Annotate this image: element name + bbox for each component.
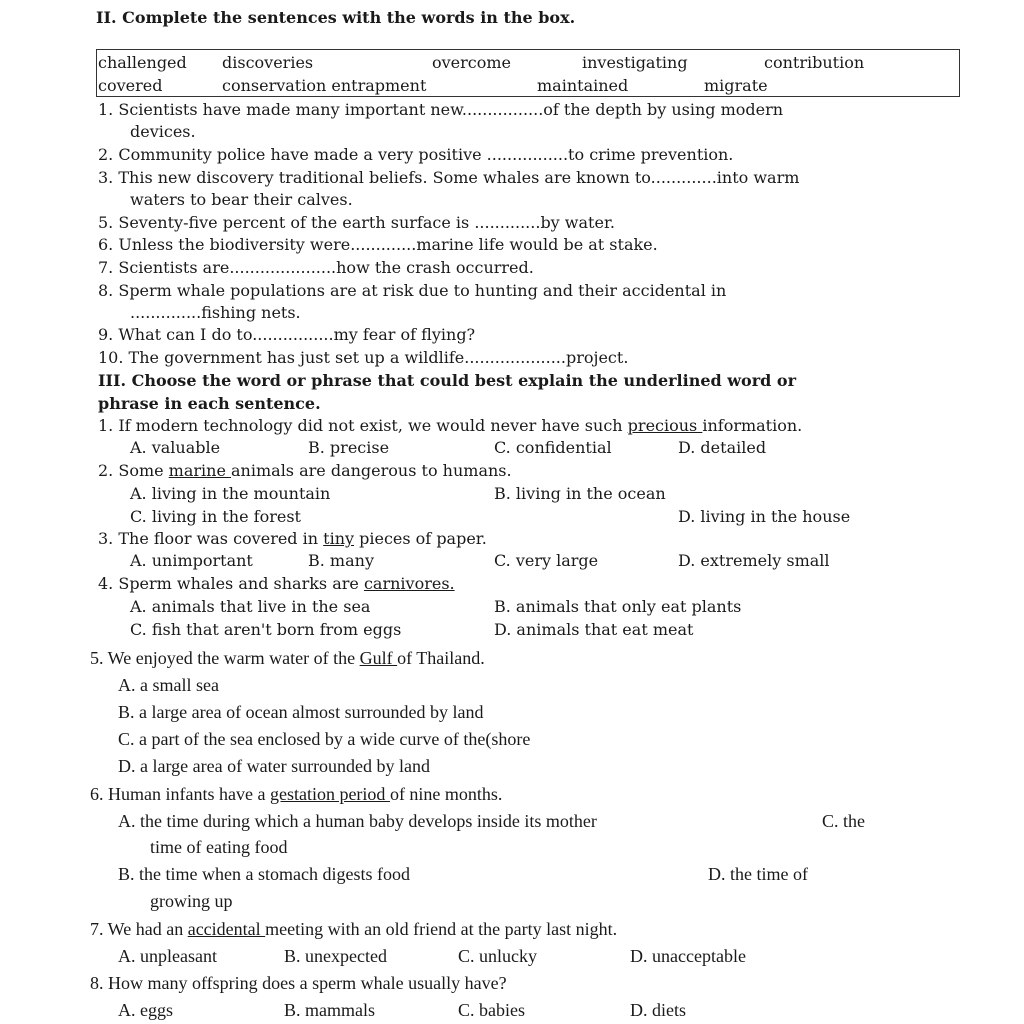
fill-item-9: 9. What can I do to................my fear of flying?: [98, 325, 476, 344]
q2-option-d: D. living in the house: [678, 507, 851, 526]
q8-option-c: C. babies: [458, 1000, 525, 1020]
q1-option-a: A. valuable: [130, 438, 221, 457]
fill-item-8-cont: ..............fishing nets.: [130, 303, 301, 322]
fill-item-1-cont: devices.: [130, 122, 196, 141]
q1-option-b: B. precise: [308, 438, 390, 457]
fill-item-1: 1. Scientists have made many important new................of the depth by using modern: [98, 100, 784, 119]
question-5: 5. We enjoyed the warm water of the Gulf of Thailand.: [90, 648, 485, 668]
fill-item-3-cont: waters to bear their calves.: [130, 190, 353, 209]
fill-item-8: 8. Sperm whale populations are at risk due to hunting and their accidental in: [98, 281, 727, 300]
fill-item-3: 3. This new discovery traditional beliefs. Some whales are known to.............into warm: [98, 168, 800, 187]
q3-option-a: A. unimportant: [130, 551, 253, 570]
q5-option-b: B. a large area of ocean almost surrounded by land: [118, 702, 484, 722]
q6-option-d-cont: growing up: [150, 891, 233, 911]
q5-option-a: A. a small sea: [118, 675, 219, 695]
word-covered: covered: [98, 76, 163, 95]
word-conservation-entrapment: conservation entrapment: [222, 76, 427, 95]
word-migrate: migrate: [704, 76, 768, 95]
word-contribution: contribution: [764, 53, 865, 72]
q4-option-c: C. fish that aren't born from eggs: [130, 620, 402, 639]
q6-option-b: B. the time when a stomach digests food: [118, 864, 410, 884]
q8-option-b: B. mammals: [284, 1000, 375, 1020]
word-overcome: overcome: [432, 53, 512, 72]
q4-option-d: D. animals that eat meat: [494, 620, 694, 639]
q4-option-a: A. animals that live in the sea: [130, 597, 371, 616]
fill-item-5: 5. Seventy-five percent of the earth surface is .............by water.: [98, 213, 615, 232]
fill-item-2: 2. Community police have made a very positive ................to crime prevention.: [98, 145, 734, 164]
word-investigating: investigating: [582, 53, 688, 72]
q8-option-d: D. diets: [630, 1000, 686, 1020]
word-challenged: challenged: [98, 53, 187, 72]
question-8: 8. How many offspring does a sperm whale usually have?: [90, 973, 507, 993]
q5-option-c: C. a part of the sea enclosed by a wide curve of the(shore: [118, 729, 531, 749]
q3-option-d: D. extremely small: [678, 551, 830, 570]
fill-item-6: 6. Unless the biodiversity were.............marine life would be at stake.: [98, 235, 658, 254]
fill-item-10: 10. The government has just set up a wildlife....................project.: [98, 348, 629, 367]
q8-option-a: A. eggs: [118, 1000, 173, 1020]
section-3-heading: III. Choose the word or phrase that could best explain the underlined word or: [98, 371, 797, 390]
question-4: 4. Sperm whales and sharks are carnivores.: [98, 574, 455, 593]
question-2: 2. Some marine animals are dangerous to humans.: [98, 461, 512, 480]
q3-option-b: B. many: [308, 551, 374, 570]
q7-option-d: D. unacceptable: [630, 946, 746, 966]
word-discoveries: discoveries: [222, 53, 314, 72]
q1-option-d: D. detailed: [678, 438, 767, 457]
q7-option-a: A. unpleasant: [118, 946, 217, 966]
fill-item-7: 7. Scientists are.....................how the crash occurred.: [98, 258, 534, 277]
question-3: 3. The floor was covered in tiny pieces of paper.: [98, 529, 487, 548]
section-3-heading-cont: phrase in each sentence.: [98, 394, 321, 413]
q2-option-b: B. living in the ocean: [494, 484, 666, 503]
q6-option-c-cont: time of eating food: [150, 837, 288, 857]
q6-option-c: C. the: [822, 811, 865, 831]
q1-option-c: C. confidential: [494, 438, 612, 457]
section-2-heading: II. Complete the sentences with the words in the box.: [96, 8, 576, 27]
q2-option-a: A. living in the mountain: [130, 484, 331, 503]
q6-option-d: D. the time of: [708, 864, 808, 884]
q5-option-d: D. a large area of water surrounded by land: [118, 756, 431, 776]
q6-option-a: A. the time during which a human baby develops inside its mother: [118, 811, 597, 831]
word-maintained: maintained: [537, 76, 629, 95]
question-6: 6. Human infants have a gestation period of nine months.: [90, 784, 503, 804]
q7-option-c: C. unlucky: [458, 946, 537, 966]
q4-option-b: B. animals that only eat plants: [494, 597, 742, 616]
q7-option-b: B. unexpected: [284, 946, 387, 966]
q3-option-c: C. very large: [494, 551, 599, 570]
question-7: 7. We had an accidental meeting with an old friend at the party last night.: [90, 919, 618, 939]
question-1: 1. If modern technology did not exist, we would never have such precious information.: [98, 416, 803, 435]
q2-option-c: C. living in the forest: [130, 507, 301, 526]
